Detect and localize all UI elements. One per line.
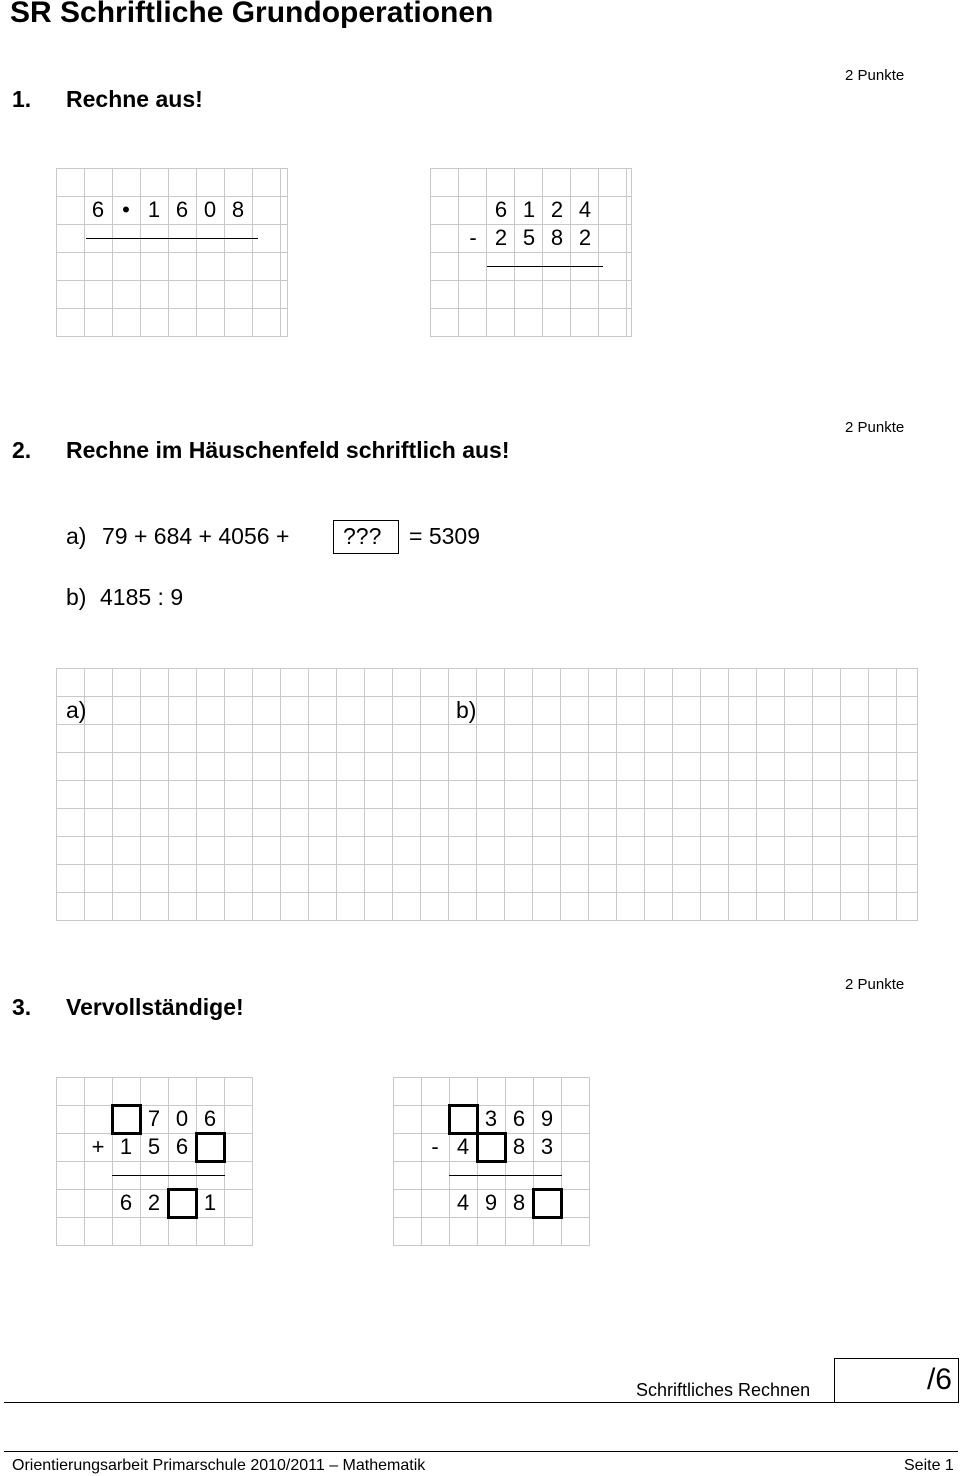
grid-task1-subtraction[interactable]	[430, 168, 632, 337]
digit: 2	[147, 1190, 161, 1215]
digit: 3	[484, 1106, 498, 1131]
score-label: Schriftliches Rechnen	[636, 1380, 811, 1400]
digit: 9	[484, 1190, 498, 1215]
digit: 8	[550, 225, 564, 250]
digit: 5	[522, 225, 536, 250]
digit: 6	[512, 1106, 526, 1131]
digit: 6	[175, 197, 189, 222]
digit: 1	[147, 197, 161, 222]
digit: 0	[203, 197, 217, 222]
missing-digit-box[interactable]	[532, 1188, 563, 1219]
grid-task2-workspace[interactable]	[56, 668, 918, 921]
task2-instruction: Rechne im Häuschenfeld schriftlich aus!	[66, 437, 510, 463]
result-line	[449, 1175, 562, 1176]
grid-task3-subtraction[interactable]	[393, 1077, 590, 1246]
score-total: /6	[926, 1363, 952, 1396]
result-line	[86, 238, 258, 239]
digit: 6	[91, 197, 105, 222]
operator: -	[431, 1134, 439, 1159]
task2-b-expression: 4185 : 9	[100, 584, 184, 610]
task2-number: 2.	[12, 437, 32, 463]
digit: 1	[119, 1134, 133, 1159]
grid-task1-multiplication[interactable]	[56, 168, 288, 337]
missing-digit-box[interactable]	[111, 1104, 142, 1135]
task2-a-result: = 5309	[409, 523, 480, 549]
result-line	[487, 266, 603, 267]
digit: 8	[512, 1134, 526, 1159]
digit: 3	[540, 1134, 554, 1159]
digit: 4	[456, 1190, 470, 1215]
digit: 1	[203, 1190, 217, 1215]
task2-a-label: a)	[66, 523, 87, 549]
task3-instruction: Vervollständige!	[66, 994, 244, 1020]
task3-points: 2 Punkte	[845, 976, 905, 993]
digit: 8	[512, 1190, 526, 1215]
digit: 8	[231, 197, 245, 222]
digit: 1	[522, 197, 536, 222]
digit: 0	[175, 1106, 189, 1131]
task1-points: 2 Punkte	[845, 67, 905, 84]
missing-digit-box[interactable]	[448, 1104, 479, 1135]
operator: -	[469, 225, 477, 250]
footer-page: Seite 1	[904, 1457, 954, 1474]
digit: 5	[147, 1134, 161, 1159]
task1-number: 1.	[12, 86, 32, 112]
footer-left: Orientierungsarbeit Primarschule 2010/2011 – Mathematik	[12, 1457, 426, 1474]
missing-digit-box[interactable]	[195, 1132, 226, 1163]
operator: +	[91, 1134, 105, 1159]
digit: 6	[119, 1190, 133, 1215]
digit: 2	[550, 197, 564, 222]
grid-label-b: b)	[456, 697, 477, 723]
task3-number: 3.	[12, 994, 32, 1020]
task2-b-label: b)	[66, 584, 87, 610]
divider	[4, 1402, 958, 1403]
task2-a-expression: 79 + 684 + 4056 +	[102, 523, 290, 549]
digit: 4	[578, 197, 592, 222]
digit: 6	[175, 1134, 189, 1159]
digit: 2	[578, 225, 592, 250]
task1-instruction: Rechne aus!	[66, 86, 203, 112]
digit: 7	[147, 1106, 161, 1131]
digit: 4	[456, 1134, 470, 1159]
missing-digit-box[interactable]	[476, 1132, 507, 1163]
digit: 2	[494, 225, 508, 250]
task2-a-unknown: ???	[343, 523, 382, 549]
footer-divider	[4, 1451, 958, 1452]
grid-label-a: a)	[66, 697, 87, 723]
digit: 9	[540, 1106, 554, 1131]
task2-points: 2 Punkte	[845, 419, 905, 436]
digit: 6	[203, 1106, 217, 1131]
grid-task3-addition[interactable]	[56, 1077, 253, 1246]
score-box[interactable]	[834, 1358, 959, 1403]
result-line	[112, 1175, 225, 1176]
operator: •	[122, 197, 130, 222]
digit: 6	[494, 197, 508, 222]
page-title: SR Schriftliche Grundoperationen	[10, 0, 494, 29]
missing-digit-box[interactable]	[167, 1188, 198, 1219]
